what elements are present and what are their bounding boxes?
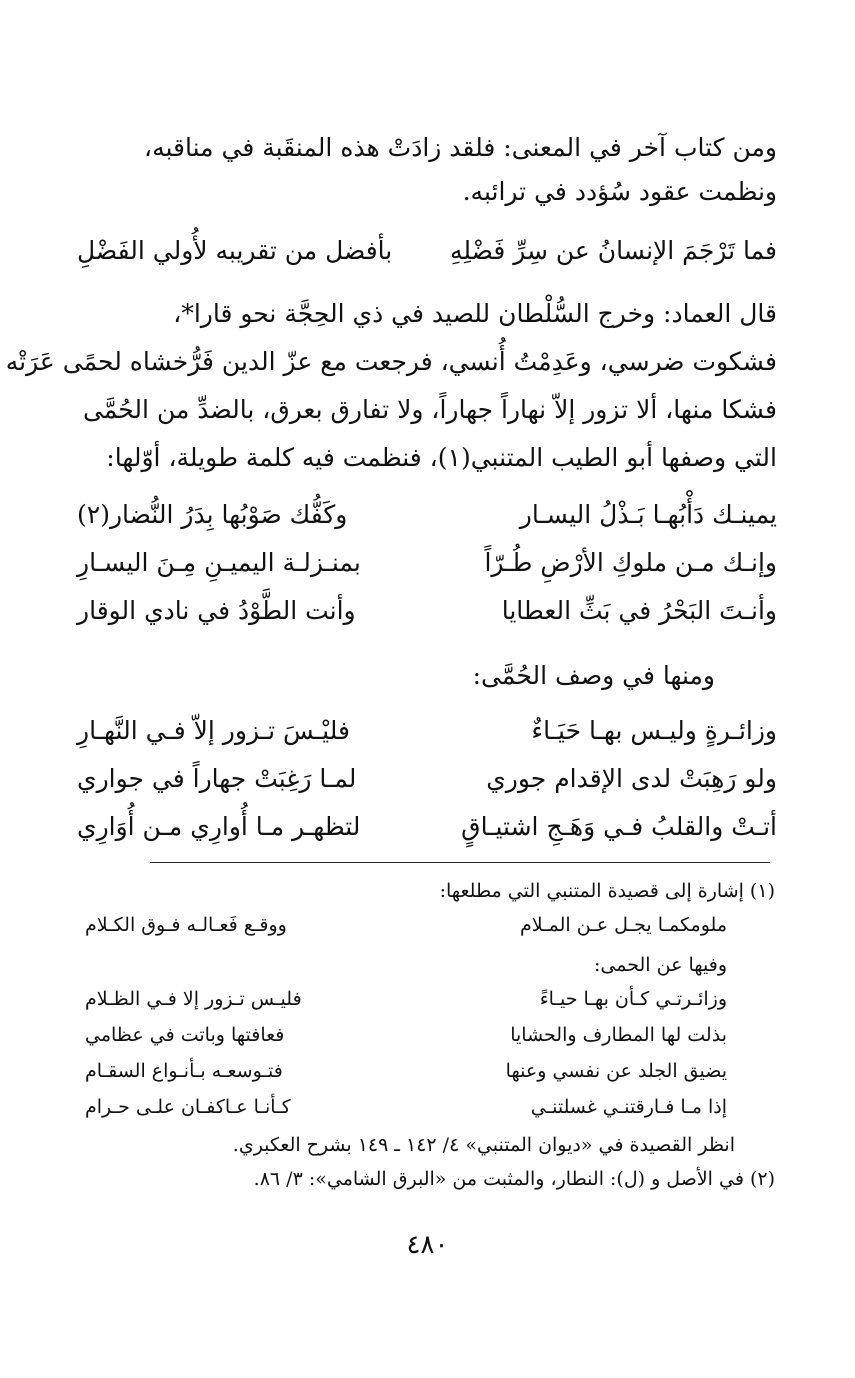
verse-second-hemistich: فتـوسعـه بـأنـواع السقـام	[85, 1060, 283, 1082]
verse-line	[77, 500, 777, 544]
verse-second-hemistich: بمنـزلـة اليميـنِ مِـنَ اليسـارِ	[77, 548, 361, 577]
verse-first-hemistich: يضيق الجلد عن نفسي وعنها	[505, 1060, 727, 1082]
footnote-1-mid: وفيها عن الحمى:	[594, 954, 727, 976]
verse-line	[77, 764, 777, 808]
verse-line	[77, 596, 777, 640]
verse-second-hemistich: لمـا رَغِبَتْ جهاراً في جواري	[77, 764, 357, 793]
footnote-verse	[85, 1060, 775, 1090]
body-line: فشكوت ضرسي، وعَدِمْتُ أُنسي، فرجعت مع عزّ الدين فَرُّخشاه لحمًى عَرَتْه	[5, 347, 777, 376]
verse-first-hemistich: وزائـرةٍ وليـس بهـا حَيَـاءٌ	[531, 716, 777, 745]
verse-second-hemistich: وكَفُّك صَوْبُها بِدَرُ النُّضار(٢)	[77, 500, 348, 529]
verse-first-hemistich: ولو رَهِبَتْ لدى الإقدام جوري	[486, 764, 777, 793]
verse-line	[77, 548, 777, 592]
body-line: التي وصفها أبو الطيب المتنبي(١)، فنظمت فيه كلمة طويلة، أوّلها:	[106, 443, 777, 472]
verse-second-hemistich: ووقـع فَعـالـه فـوق الكـلام	[85, 914, 287, 936]
verse-first-hemistich: إذا مـا فـارقتنـي غسلتنـي	[530, 1096, 727, 1118]
verse-first-hemistich: يمينـك دَأْبُهـا بَـذْلُ اليسـار	[519, 500, 777, 529]
section-intro: ومنها في وصف الحُمَّى:	[472, 661, 715, 690]
footnote-verse	[85, 1096, 775, 1126]
verse-first-hemistich: أتـتْ والقلبُ فـي وَهَـجِ اشتيـاقٍ	[461, 812, 777, 841]
verse-first-hemistich: وأنـتَ البَحْرُ في بَثِّ العطايا	[501, 596, 777, 625]
paragraph-line: ونظمت عقود سُؤدد في ترائبه.	[462, 177, 777, 206]
verse-second-hemistich: فليْـسَ تـزور إلاّ فـي النَّهـارِ	[77, 716, 350, 745]
footnote-2: (٢) في الأصل و (ل): النطار، والمثبت من «البرق الشامي»: ٣/ ٨٦.	[253, 1168, 775, 1190]
footnote-verse	[85, 1024, 775, 1054]
verse-second-hemistich: فعافتها وباتت في عظامي	[85, 1024, 285, 1046]
verse-second-hemistich: لتظهـر مـا أُوارِي مـن أُوَارِي	[77, 812, 361, 841]
paragraph-line: ومن كتاب آخر في المعنى: فلقد زادَتْ هذه المنقَبة في مناقبه،	[144, 133, 777, 162]
verse-first-hemistich: ملومكمـا يجـل عـن المـلام	[519, 914, 727, 936]
footnote-separator	[150, 862, 770, 863]
verse-line	[77, 716, 777, 760]
verse-line	[77, 236, 777, 280]
verse-first-hemistich: وإنـك مـن ملوكِ الأرْضِ طُـرّاً	[484, 548, 777, 577]
verse-line	[77, 812, 777, 856]
verse-second-hemistich: بأفضل من تقريبه لأُولي الفَضْلِ	[77, 236, 393, 265]
footnote-1-intro: (١) إشارة إلى قصيدة المتنبي التي مطلعها:	[439, 880, 775, 902]
footnote-1-reference: انظر القصيدة في «ديوان المتنبي» ٤/ ١٤٢ ـ ١٤٩ بشرح العكبري.	[232, 1134, 735, 1156]
footnote-verse	[85, 988, 775, 1018]
verse-first-hemistich: وزائـرتـي كـأن بهـا حيـاءً	[539, 988, 727, 1010]
verse-first-hemistich: فما تَرْجَمَ الإنسانُ عن سِرِّ فَضْلِهِ	[449, 236, 777, 265]
verse-second-hemistich: وأنت الطَّوْدُ في نادي الوقار	[77, 596, 356, 625]
verse-first-hemistich: بذلت لها المطارف والحشايا	[510, 1024, 727, 1046]
page-number: ٤٨٠	[406, 1230, 449, 1260]
verse-second-hemistich: كـأنـا عـاكفـان علـى حـرام	[85, 1096, 291, 1118]
body-line: قال العماد: وخرج السُّلْطان للصيد في ذي الحِجَّة نحو قارا*،	[173, 299, 777, 328]
body-line: فشكا منها، ألا تزور إلاّ نهاراً جهاراً، ولا تفارق بعرق، بالضدِّ من الحُمَّى	[83, 395, 777, 424]
verse-second-hemistich: فليـس تـزور إلا فـي الظـلام	[85, 988, 302, 1010]
footnote-verse	[85, 914, 775, 944]
